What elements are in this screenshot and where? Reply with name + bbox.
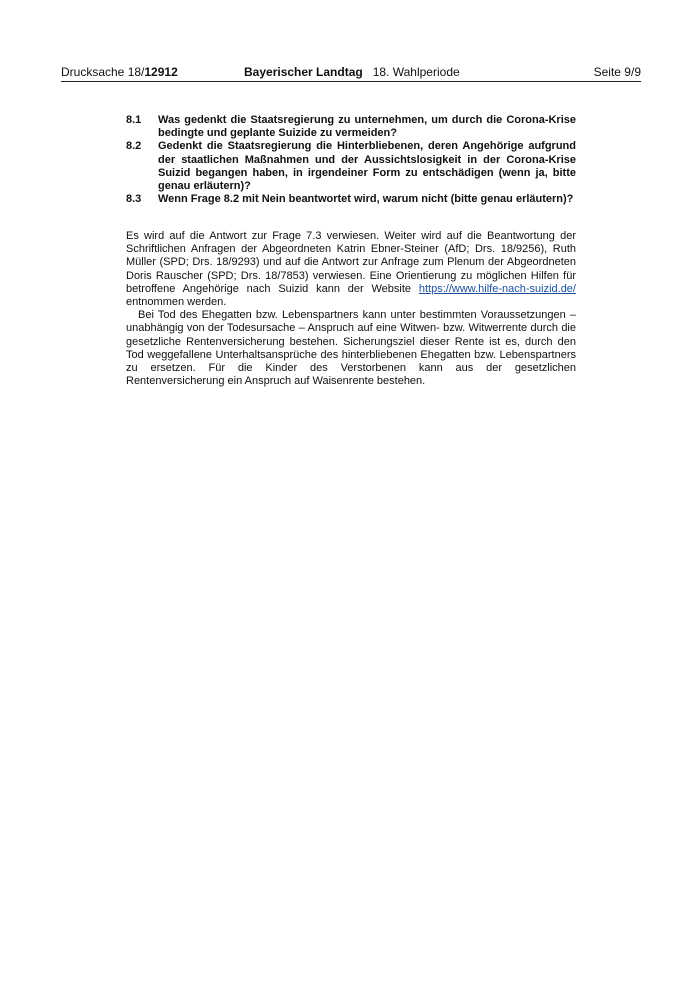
question-list	[126, 114, 576, 206]
question-number: 8.1	[126, 114, 142, 126]
question-text: Wenn Frage 8.2 mit Nein beantwortet wird, warum nicht (bitte genau erläutern)?	[158, 193, 574, 206]
answer-text: Es wird auf die Antwort zur Frage 7.3 verwiesen. Weiter wird auf die Beantwortung der Schriftlichen Anfragen der Abgeordneten Katrin Ebner-Steiner (AfD; Drs. 18/9256), Ruth Müller (SPD; Drs. 18/9293) und auf die Antwort zur Anfrage zum Plenum der Abgeordneten Doris Rauscher (SPD; Drs. 18/7853) verwiesen. Eine Orientierung zu möglichen Hilfen für betroffene Angehörige nach Suizid kann der Website	[126, 230, 576, 295]
drucksache-label: Drucksache 18/	[61, 65, 145, 79]
website-link[interactable]: https://www.hilfe-nach-suizid.de/	[418, 282, 576, 295]
question-item	[126, 114, 576, 140]
header-divider	[61, 81, 641, 82]
answer-text: entnommen werden.	[126, 296, 227, 309]
question-text: Was gedenkt die Staatsregierung zu unternehmen, um durch die Corona-Krise bedingte und geplante Suizide zu vermeiden?	[158, 114, 576, 140]
question-text: Gedenkt die Staatsregierung die Hinterbliebenen, deren Angehörige aufgrund der staatlichen Maßnahmen und der Aussichtslosigkeit in der Corona-Krise Suizid begangen haben, in irgendeiner Form zu entschädigen (wenn ja, bitte genau erläutern)?	[158, 140, 576, 193]
answer-paragraph: Bei Tod des Ehegatten bzw. Lebenspartners kann unter bestimmten Voraussetzungen – unabhängig von der Todesursache – Anspruch auf eine Witwen- bzw. Witwerrente durch die gesetzliche Rentenversicherung bestehen. Sicherungsziel dieser Rente ist es, durch den Tod weggefallene Unterhaltsansprüche des hinterbliebenen Ehegatten bzw. Lebenspartners zu ersetzen. Für die Kinder des Verstorbenen kann aus der gesetzlichen Rentenversicherung ein Anspruch auf Waisenrente bestehen.	[126, 309, 576, 388]
answer-body	[126, 230, 576, 388]
page-header	[61, 64, 641, 80]
parliament-info	[244, 64, 460, 80]
question-item	[126, 193, 576, 206]
question-item	[126, 140, 576, 193]
parliament-name: Bayerischer Landtag	[244, 65, 363, 79]
question-number: 8.2	[126, 140, 142, 153]
answer-paragraph	[126, 230, 576, 309]
drucksache-number: 12912	[144, 65, 178, 79]
drucksache-reference	[61, 64, 178, 80]
question-number: 8.3	[126, 193, 142, 206]
legislative-period: 18. Wahlperiode	[372, 65, 460, 79]
page-number: Seite 9/9	[593, 65, 641, 79]
